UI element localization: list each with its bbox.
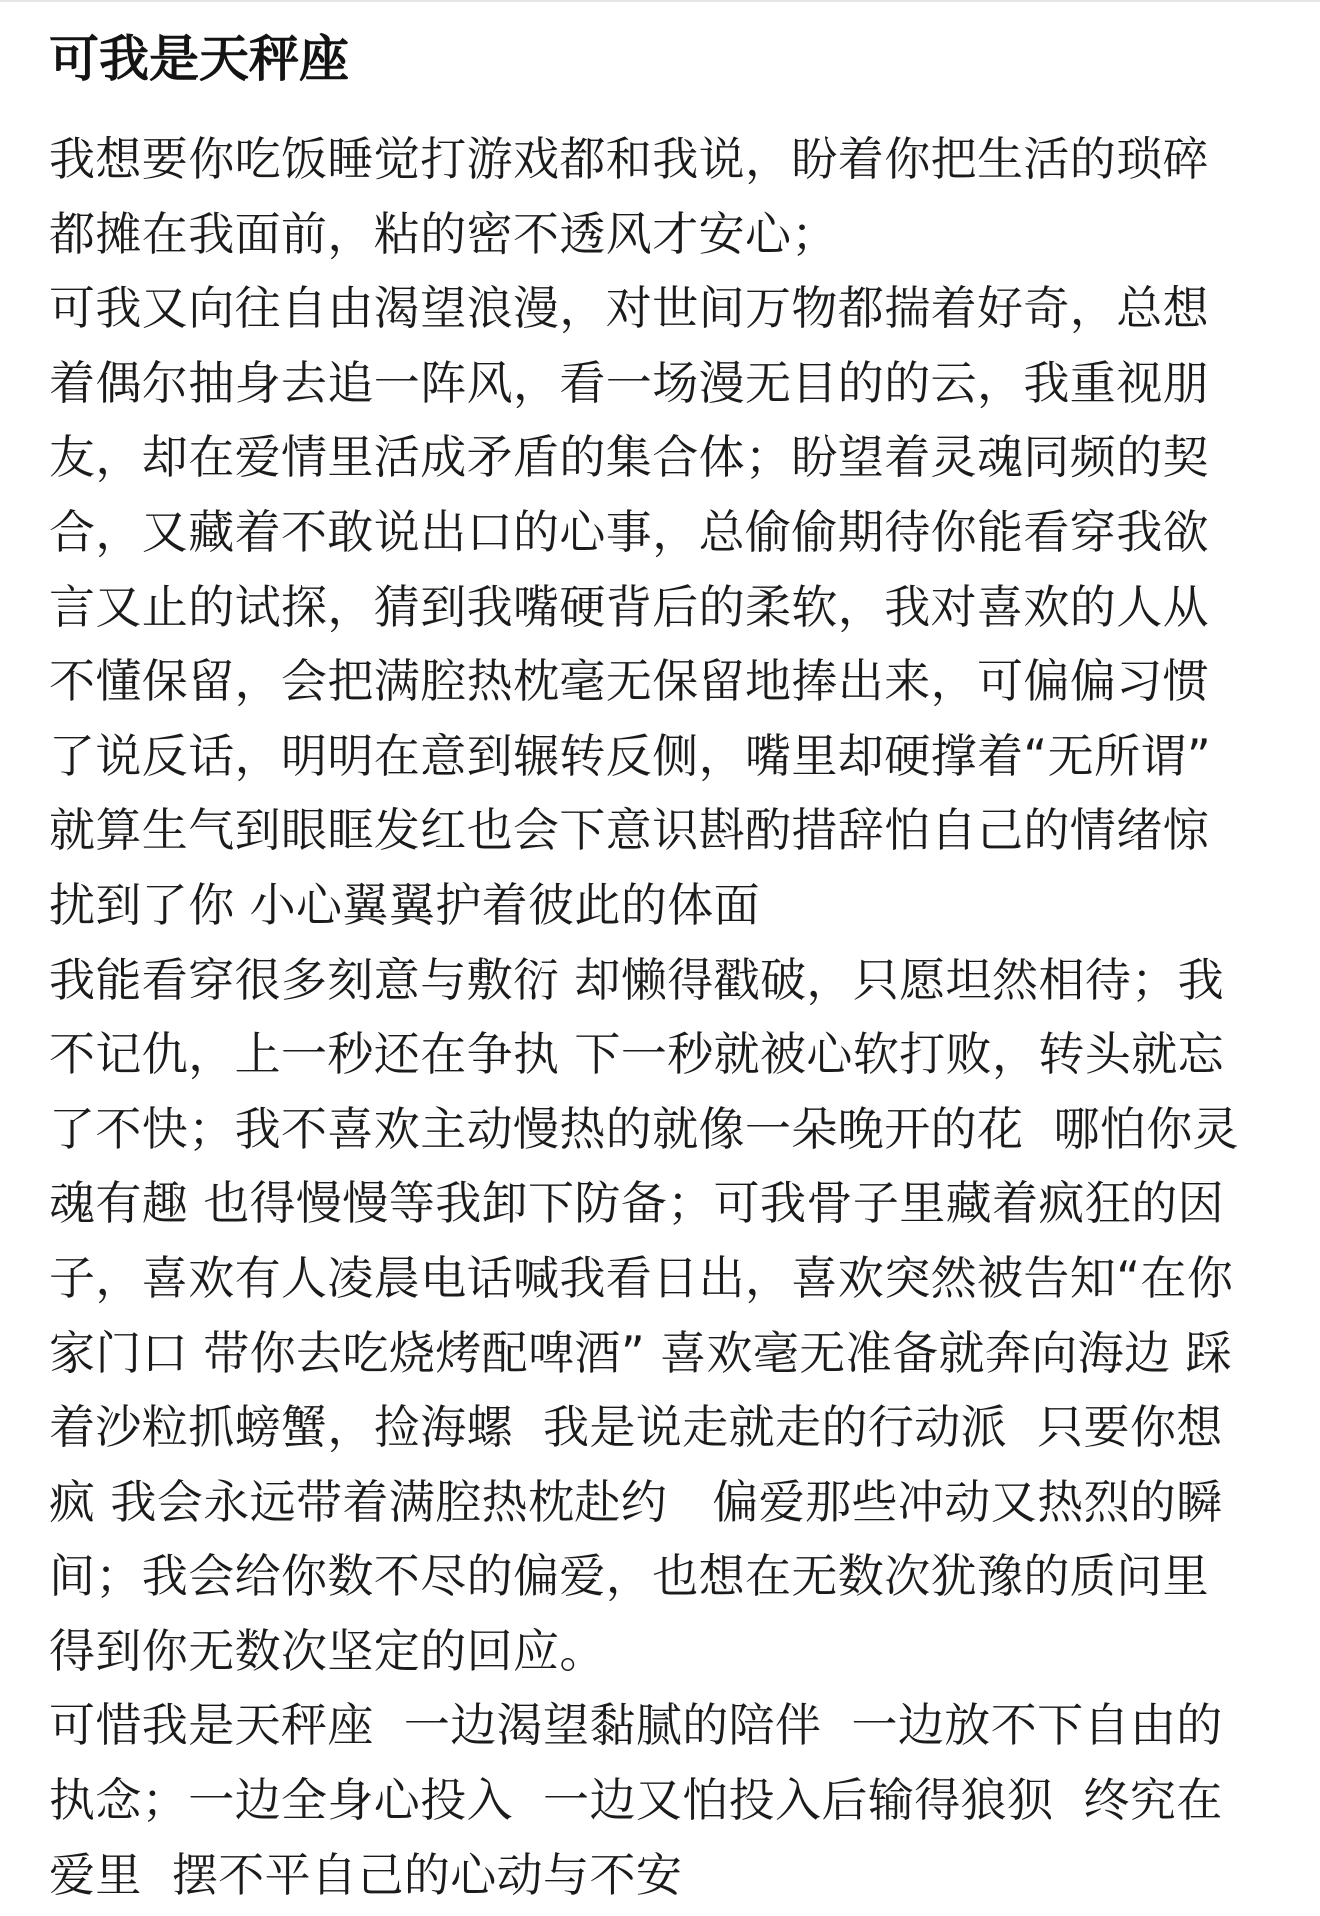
text-line: 疯 我会永远带着满腔热枕赴约 偏爱那些冲动又热烈的瞬 [49,1474,1223,1529]
text-line: 我能看穿很多刻意与敷衍 却懒得戳破，只愿坦然相待；我 [49,952,1225,1007]
text-line: 合，又藏着不敢说出口的心事，总偷偷期待你能看穿我欲 [49,504,1209,559]
text-line: 就算生气到眼眶发红也会下意识斟酌措辞怕自己的情绪惊 [49,803,1209,858]
text-line: 执念；一边全身心投入 一边又怕投入后输得狼狈 终究在 [49,1773,1223,1828]
text-line: 着偶尔抽身去追一阵风，看一场漫无目的的云，我重视朋 [49,355,1209,410]
text-line: 家门口 带你去吃烧烤配啤酒” 喜欢毫无准备就奔向海边 踩 [49,1325,1232,1380]
post-title: 可我是天秤座 [49,30,349,88]
text-line: 不记仇，上一秒还在争执 下一秒就被心软打败，转头就忘 [49,1027,1225,1082]
text-line: 我想要你吃饭睡觉打游戏都和我说，盼着你把生活的琐碎 [49,132,1209,186]
text-line: 可惜我是天秤座 一边渴望黏腻的陪伴 一边放不下自由的 [49,1698,1223,1753]
paragraph-4 [49,1688,1311,1912]
text-line: 了不快；我不喜欢主动慢热的就像一朵晚开的花 哪怕你灵 [49,1101,1240,1156]
text-line: 子，喜欢有人凌晨电话喊我看日出，喜欢突然被告知“在你 [49,1250,1234,1305]
text-line: 间；我会给你数不尽的偏爱，也想在无数次犹豫的质问里 [49,1549,1209,1604]
text-line: 可我又向往自由渴望浪漫，对世间万物都揣着好奇，总想 [49,281,1209,336]
paragraph-1 [49,122,1311,271]
text-line: 言又止的试探，猜到我嘴硬背后的柔软，我对喜欢的人从 [49,579,1209,634]
text-line: 爱里 摆不平自己的心动与不安 [49,1847,683,1902]
paragraph-2 [49,271,1311,942]
text-line: 了说反话，明明在意到辗转反侧，嘴里却硬撑着“无所谓” [49,728,1212,783]
text-line: 不懂保留，会把满腔热枕毫无保留地捧出来，可偏偏习惯 [49,654,1209,709]
text-line: 都摊在我面前，粘的密不透风才安心； [49,206,838,261]
text-line: 扰到了你 小心翼翼护着彼此的体面 [49,877,761,932]
post-content [49,0,1311,1912]
post-body [49,122,1311,1912]
text-line: 魂有趣 也得慢慢等我卸下防备；可我骨子里藏着疯狂的因 [49,1176,1225,1231]
text-line: 着沙粒抓螃蟹，捡海螺 我是说走就走的行动派 只要你想 [49,1400,1223,1455]
paragraph-3 [49,943,1311,1689]
text-line: 友，却在爱情里活成矛盾的集合体；盼望着灵魂同频的契 [49,430,1209,485]
text-line: 得到你无数次坚定的回应。 [49,1623,606,1678]
